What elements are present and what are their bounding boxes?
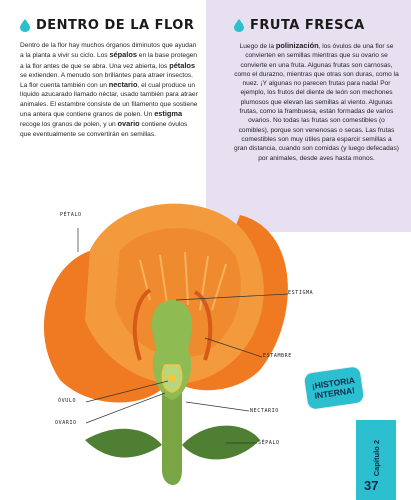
label-sepalo: SÉPALO <box>258 440 280 446</box>
historia-interna-badge: ¡HISTORIA INTERNA! <box>304 366 364 409</box>
left-text-run: se extienden. A menudo son brillantes para atraer insectos. La flor cuenta también con un <box>20 71 194 90</box>
water-drop-icon <box>234 19 244 32</box>
right-title: FRUTA FRESCA <box>250 18 365 33</box>
left-heading-row <box>20 18 200 33</box>
right-bold-term: polinización <box>275 41 319 50</box>
label-ovario: OVARIO <box>55 420 77 426</box>
left-title: DENTRO DE LA FLOR <box>36 18 195 33</box>
left-text-run: , el cual produce un líquido azucarado llamado néctar, usado también para atraer animales. El estambre consiste de un filamento que sostiene una antera que contiene granos de polen. Un <box>20 82 198 119</box>
sepal-left <box>85 429 162 458</box>
left-body-text <box>20 41 200 139</box>
sepal-right <box>182 426 260 460</box>
leader-nectario <box>186 402 249 411</box>
label-nectario: NECTARIO <box>250 408 279 414</box>
chapter-label: Capítulo 2 <box>372 440 381 477</box>
page-number: 37 <box>364 478 379 493</box>
left-bold-term: estigma <box>154 109 183 119</box>
label-estigma: ESTIGMA <box>288 290 314 296</box>
right-inner <box>234 18 399 163</box>
left-text-run: en la base protegen a la flor antes de que se abra. Una vez abierta, los <box>20 52 198 70</box>
left-bold-term: sépalos <box>109 50 137 60</box>
ovule <box>168 374 176 382</box>
right-body-text <box>234 41 399 163</box>
water-drop-icon <box>20 19 30 32</box>
right-heading-row <box>234 18 399 33</box>
right-panel <box>206 0 411 232</box>
left-bold-term: nectario <box>108 80 138 90</box>
label-petalo: PÉTALO <box>60 212 82 218</box>
left-column <box>20 18 200 139</box>
label-estambre: ESTAMBRE <box>263 353 292 359</box>
right-text-run: , los óvulos de una flor se convierten en semillas mientras que su ovario se convierte en una fruta. Algunas frutas son carnosas, como el durazno, mientras que otras son duras, como la nuez. ¡Y algunas no parecen frutas para nada! Por ejemplo, los frutos del diente de león son mechones plumosos que elevan las semillas al viento. Algunas frutas, como la frambuesa, están formadas de varios ovarios. No todas las frutas son comestibles (o comibles), porque son venenosas o secas. Las frutas comestibles son muy útiles para esparcir semillas a gran distancia, cuando son comidas (y luego defecadas) por animales, desde aves hasta monos. <box>234 43 399 162</box>
right-text-run: Luego de la <box>239 43 276 50</box>
left-bold-term: ovario <box>117 119 140 129</box>
left-text-run: recoge los granos de polen, y un <box>20 121 118 129</box>
flower-diagram <box>0 200 411 500</box>
left-text-run: contiene óvulos que eventualmente se convertirán en semillas. <box>20 121 188 138</box>
left-bold-term: pétalos <box>169 60 196 70</box>
label-ovulo: ÓVULO <box>58 398 77 404</box>
left-text-run: Dentro de la flor hay muchos órganos diminutos que ayudan a la planta a vivir su ciclo. Los <box>20 42 197 60</box>
